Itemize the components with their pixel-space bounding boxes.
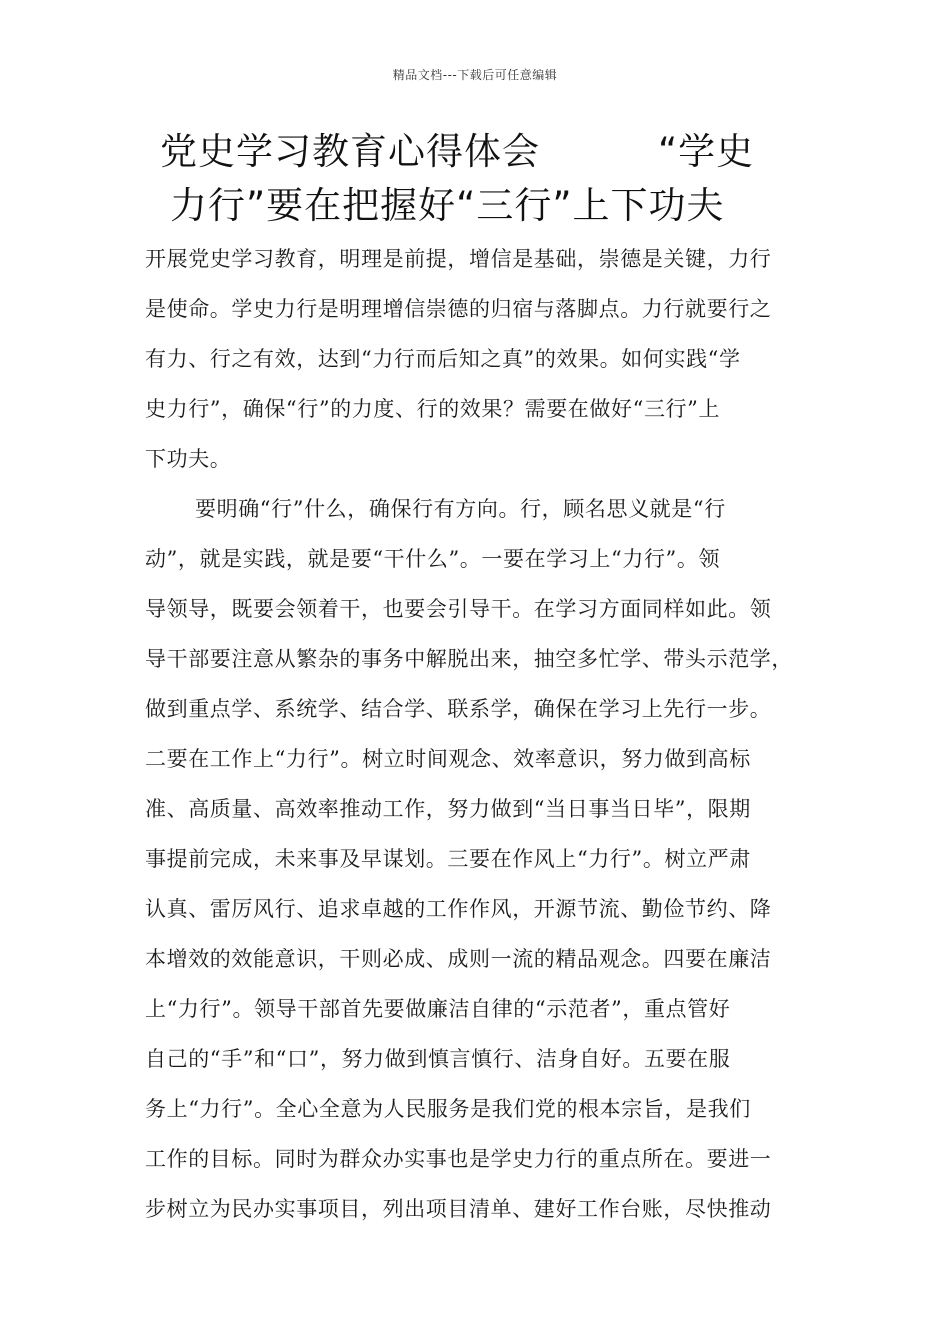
body-line: 导干部要注意从繁杂的事务中解脱出来，抽空多忙学、带头示范学， [145, 647, 793, 671]
body-line: 二要在工作上“力行”。树立时间观念、效率意识，努力做到高标 [145, 747, 751, 771]
body-line: 自己的“手”和“口”，努力做到慎言慎行、洁身自好。五要在服 [145, 1047, 731, 1071]
body-line: 认真、雷厉风行、追求卓越的工作作风，开源节流、勤俭节约、降 [145, 897, 772, 921]
body-line: 导领导，既要会领着干，也要会引导干。在学习方面同样如此。领 [145, 597, 772, 621]
body-line: 准、高质量、高效率推动工作，努力做到“当日事当日毕”，限期 [145, 797, 751, 821]
body-line: 事提前完成，未来事及早谋划。三要在作风上“力行”。树立严肃 [145, 847, 751, 871]
body-line: 要明确“行”什么，确保行有方向。行，顾名思义就是“行 [195, 497, 726, 521]
body-line: 开展党史学习教育，明理是前提，增信是基础，崇德是关键，力行 [145, 247, 772, 271]
article-body [145, 234, 845, 1234]
body-line: 是使命。学史力行是明理增信崇德的归宿与落脚点。力行就要行之 [145, 297, 772, 321]
body-line: 本增效的效能意识，干则必成、成则一流的精品观念。四要在廉洁 [145, 947, 772, 971]
title-line-1-right: “学史 [658, 130, 755, 173]
body-line: 步树立为民办实事项目，列出项目清单、建好工作台账，尽快推动 [145, 1197, 772, 1221]
title-line-1-left: 党史学习教育心得体会 [160, 130, 540, 173]
body-line: 务上“力行”。全心全意为人民服务是我们党的根本宗旨，是我们 [145, 1097, 751, 1121]
body-line: 动”，就是实践，就是要“干什么”。一要在学习上“力行”。领 [145, 547, 721, 571]
body-line: 下功夫。 [145, 447, 232, 471]
body-line: 上“力行”。领导干部首先要做廉洁自律的“示范者”，重点管好 [145, 997, 731, 1021]
body-line: 做到重点学、系统学、结合学、联系学，确保在学习上先行一步。 [145, 697, 772, 721]
title-line-2: 力行”要在把握好“三行”上下功夫 [170, 184, 725, 227]
page-header: 精品文档---下载后可任意编辑 [392, 68, 558, 82]
body-line: 史力行”，确保“行”的力度、行的效果？需要在做好“三行”上 [145, 397, 721, 421]
body-line: 有力、行之有效，达到“力行而后知之真”的效果。如何实践“学 [145, 347, 741, 371]
body-line: 工作的目标。同时为群众办实事也是学史力行的重点所在。要进一 [145, 1147, 772, 1171]
